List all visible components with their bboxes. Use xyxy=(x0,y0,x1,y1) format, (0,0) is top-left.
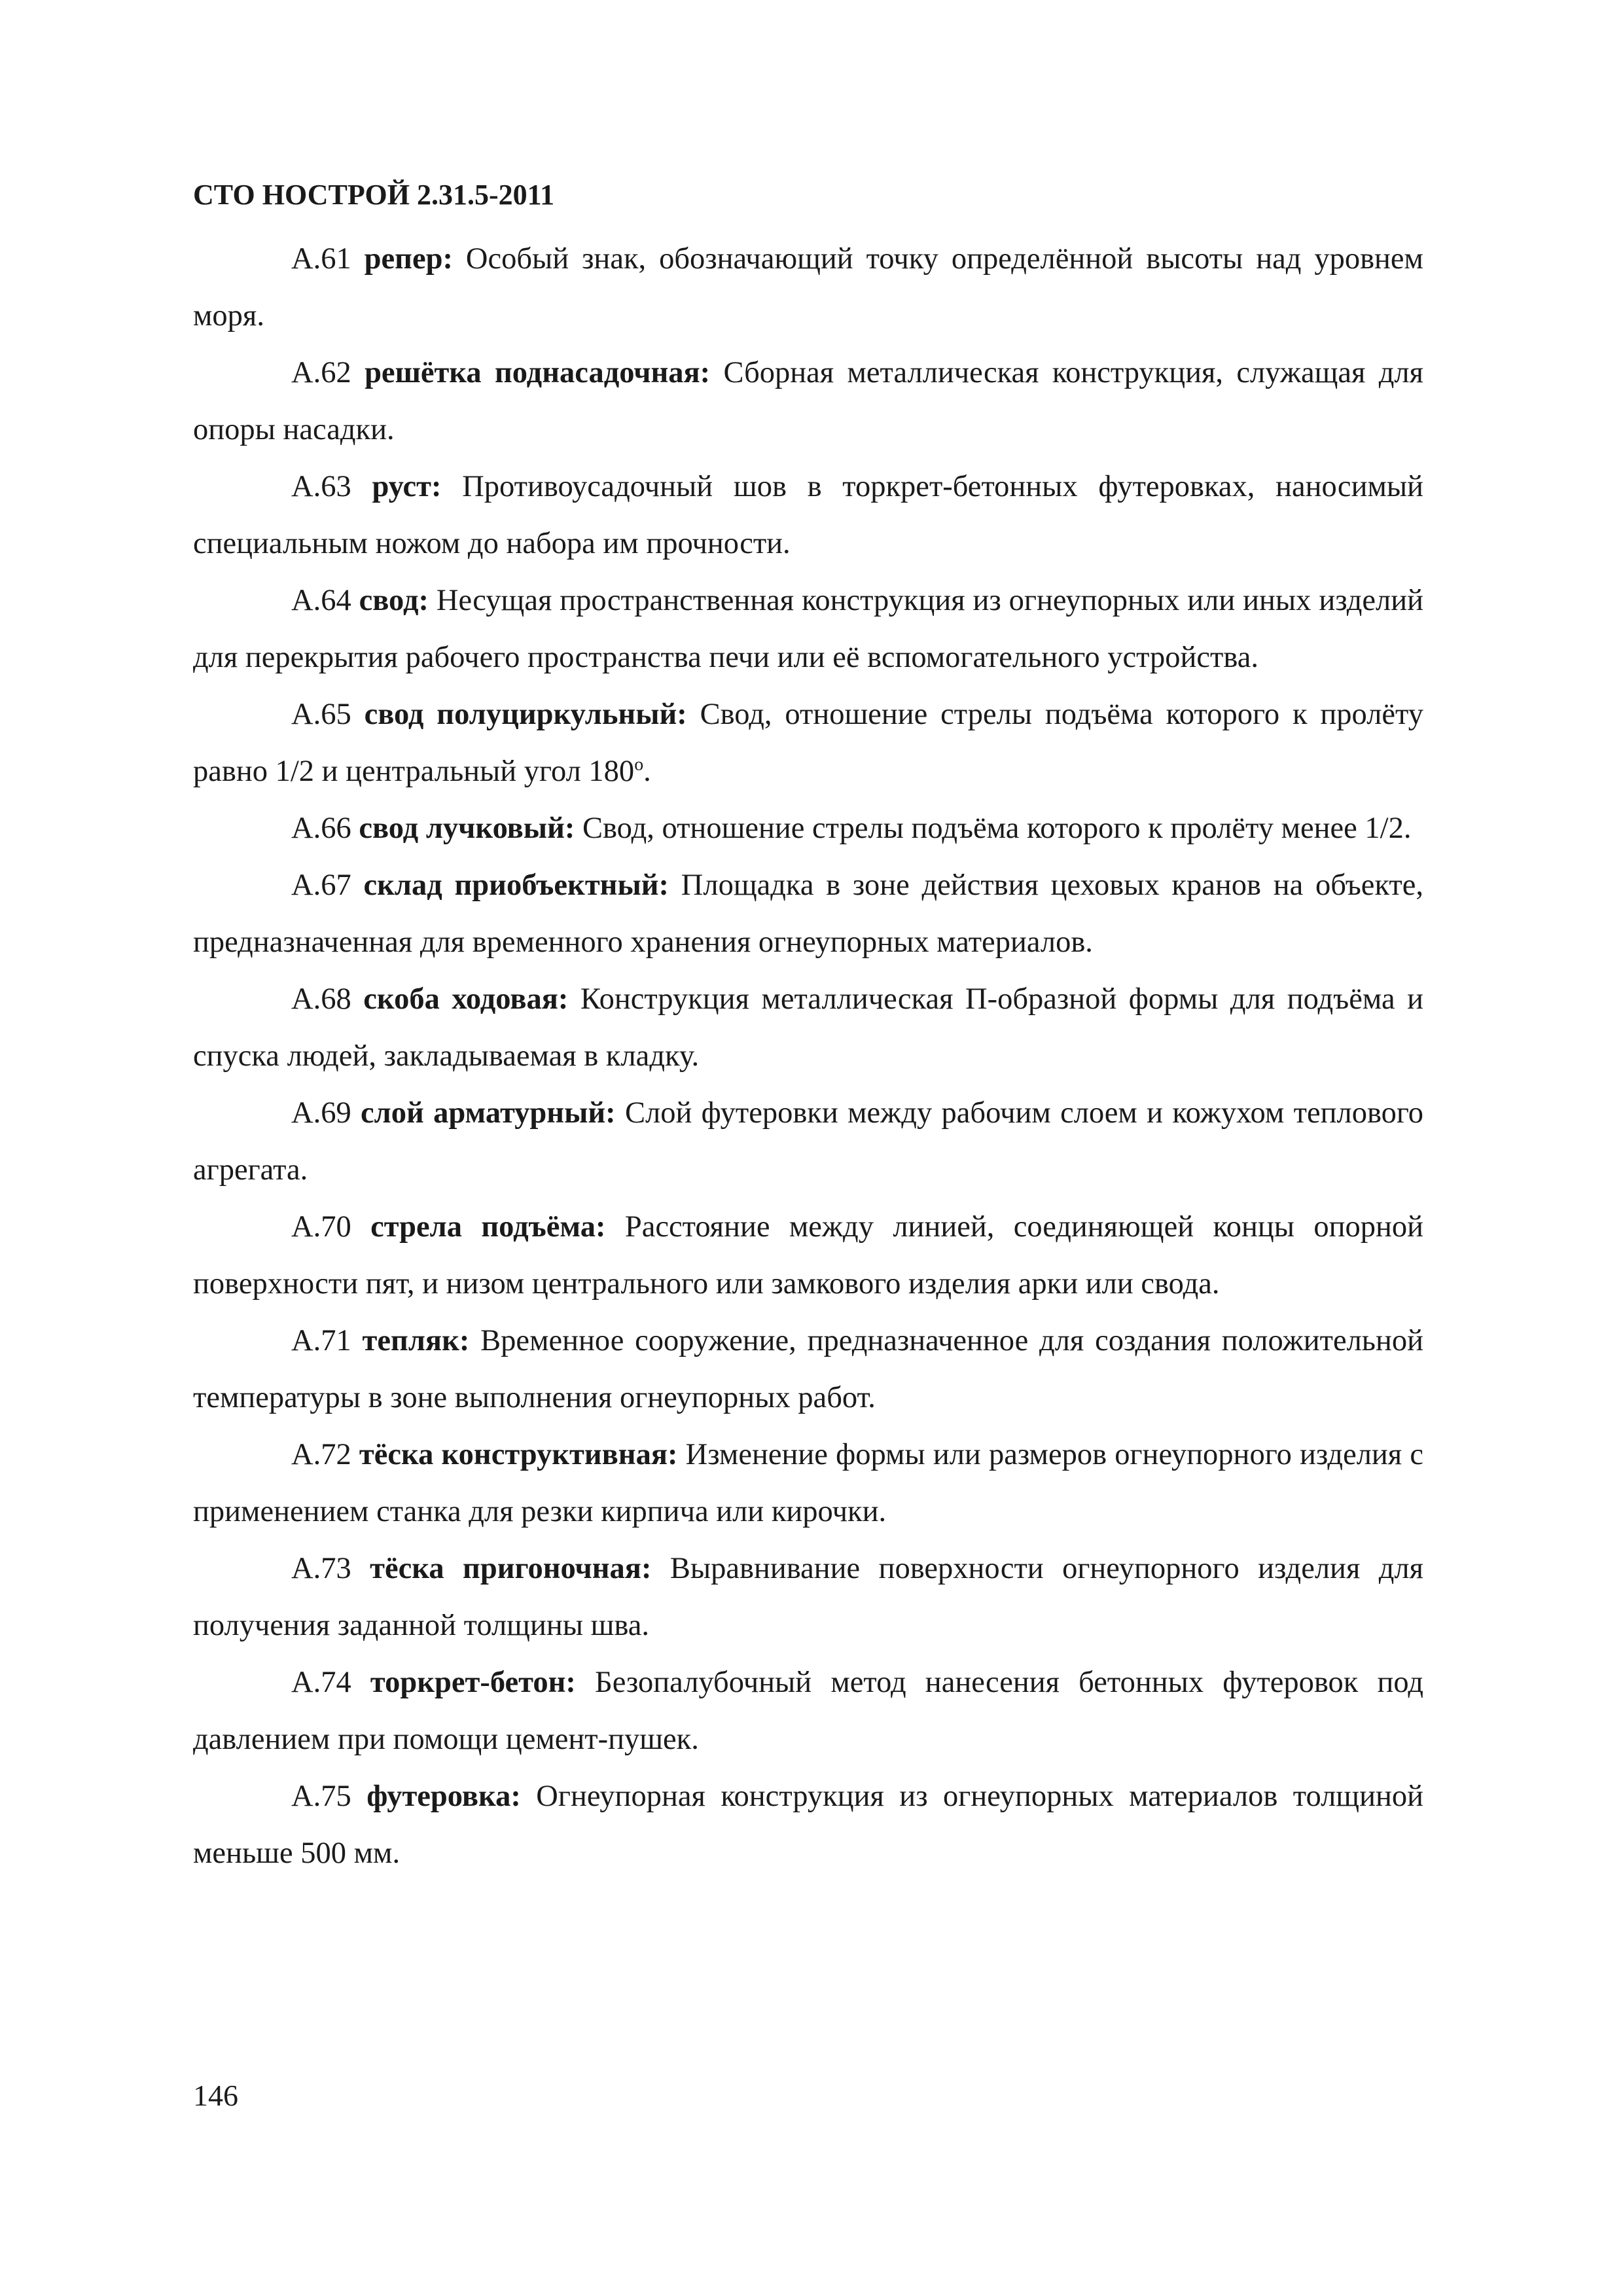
entry-number: А.62 xyxy=(291,356,351,389)
entry-number: А.61 xyxy=(291,242,351,276)
entry-number: А.72 xyxy=(291,1438,351,1471)
entry-definition: Свод, отношение стрелы подъёма которого к пролёту равно 1/2 и центральный угол 180 xyxy=(193,698,1423,788)
glossary-entry xyxy=(193,458,1423,572)
glossary-entry xyxy=(193,1085,1423,1198)
entry-number: А.68 xyxy=(291,982,351,1016)
entry-number: А.66 xyxy=(291,812,351,845)
entry-term: футеровка: xyxy=(366,1780,521,1813)
entry-term: тёска пригоночная: xyxy=(370,1552,652,1585)
entry-definition: Слой футеровки между рабочим слоем и кожухом теплового агрегата. xyxy=(193,1096,1424,1187)
entry-number: А.63 xyxy=(291,470,351,503)
glossary-entry xyxy=(193,1198,1423,1312)
entry-definition-end: . xyxy=(643,755,651,788)
entry-number: А.71 xyxy=(291,1324,351,1357)
entry-term: стрела подъёма: xyxy=(370,1210,606,1244)
entry-term: тепляк: xyxy=(362,1324,470,1357)
page-number: 146 xyxy=(193,2079,238,2112)
entry-number: А.73 xyxy=(291,1552,351,1585)
entry-number: А.67 xyxy=(291,869,351,902)
entry-definition: Свод, отношение стрелы подъёма которого к пролёту менее 1/2. xyxy=(575,812,1412,845)
entry-term: слой арматурный: xyxy=(361,1096,616,1130)
entry-term: свод: xyxy=(359,584,429,617)
entry-number: А.70 xyxy=(291,1210,351,1244)
entry-term: репер: xyxy=(364,242,453,276)
glossary-entry xyxy=(193,1540,1423,1654)
entry-definition: Безопалубочный метод нанесения бетонных футеровок под давлением при помощи цемент-пушек. xyxy=(193,1666,1423,1756)
entry-definition: Противоусадочный шов в торкрет-бетонных футеровках, наносимый специальным ножом до набора им прочности. xyxy=(193,470,1424,560)
glossary-entry xyxy=(193,1312,1423,1426)
entry-term: руст: xyxy=(372,470,442,503)
entry-term: склад приобъектный: xyxy=(363,869,669,902)
entry-term: скоба ходовая: xyxy=(363,982,569,1016)
glossary-entry xyxy=(193,344,1423,458)
entry-number: А.65 xyxy=(291,698,351,731)
glossary-entry xyxy=(193,971,1423,1085)
entry-number: А.69 xyxy=(291,1096,351,1130)
glossary-entry xyxy=(193,686,1423,800)
degree-superscript: о xyxy=(634,754,644,775)
entry-number: А.64 xyxy=(291,584,351,617)
glossary-entry xyxy=(193,800,1423,857)
entry-definition: Сборная металлическая конструкция, служащая для опоры насадки. xyxy=(193,356,1424,446)
entry-definition: Площадка в зоне действия цеховых кранов на объекте, предназначенная для временного хранения огнеупорных материалов. xyxy=(193,869,1424,959)
entry-term: свод полуциркульный: xyxy=(364,698,687,731)
entry-term: решётка поднасадочная: xyxy=(365,356,711,389)
glossary-entries xyxy=(193,230,1423,1882)
entry-number: А.75 xyxy=(291,1780,351,1813)
entry-definition: Несущая пространственная конструкция из огнеупорных или иных изделий для перекрытия рабочего пространства печи или её вспомогательного устройства. xyxy=(193,584,1424,674)
glossary-entry xyxy=(193,1426,1423,1540)
entry-definition: Временное сооружение, предназначенное для создания положительной температуры в зоне выполнения огнеупорных работ. xyxy=(193,1324,1424,1414)
entry-term: торкрет-бетон: xyxy=(370,1666,576,1699)
glossary-entry xyxy=(193,1654,1423,1768)
entry-definition: Особый знак, обозначающий точку определённой высоты над уровнем моря. xyxy=(193,242,1423,332)
entry-number: А.74 xyxy=(291,1666,351,1699)
entry-term: тёска конструктивная: xyxy=(359,1438,678,1471)
entry-definition: Изменение формы или размеров огнеупорного изделия с применением станка для резки кирпича или кирочки. xyxy=(193,1438,1423,1528)
entry-definition: Расстояние между линией, соединяющей концы опорной поверхности пят, и низом центрального или замкового изделия арки или свода. xyxy=(193,1210,1424,1300)
glossary-entry xyxy=(193,1768,1423,1882)
glossary-entry xyxy=(193,572,1423,686)
document-header: СТО НОСТРОЙ 2.31.5-2011 xyxy=(193,179,555,211)
entry-term: свод лучковый: xyxy=(359,812,575,845)
entry-definition: Выравнивание поверхности огнеупорного изделия для получения заданной толщины шва. xyxy=(193,1552,1424,1642)
entry-definition: Огнеупорная конструкция из огнеупорных материалов толщиной меньше 500 мм. xyxy=(193,1780,1424,1870)
glossary-entry xyxy=(193,230,1423,344)
entry-definition: Конструкция металлическая П-образной формы для подъёма и спуска людей, закладываемая в кладку. xyxy=(193,982,1424,1073)
glossary-entry xyxy=(193,857,1423,971)
